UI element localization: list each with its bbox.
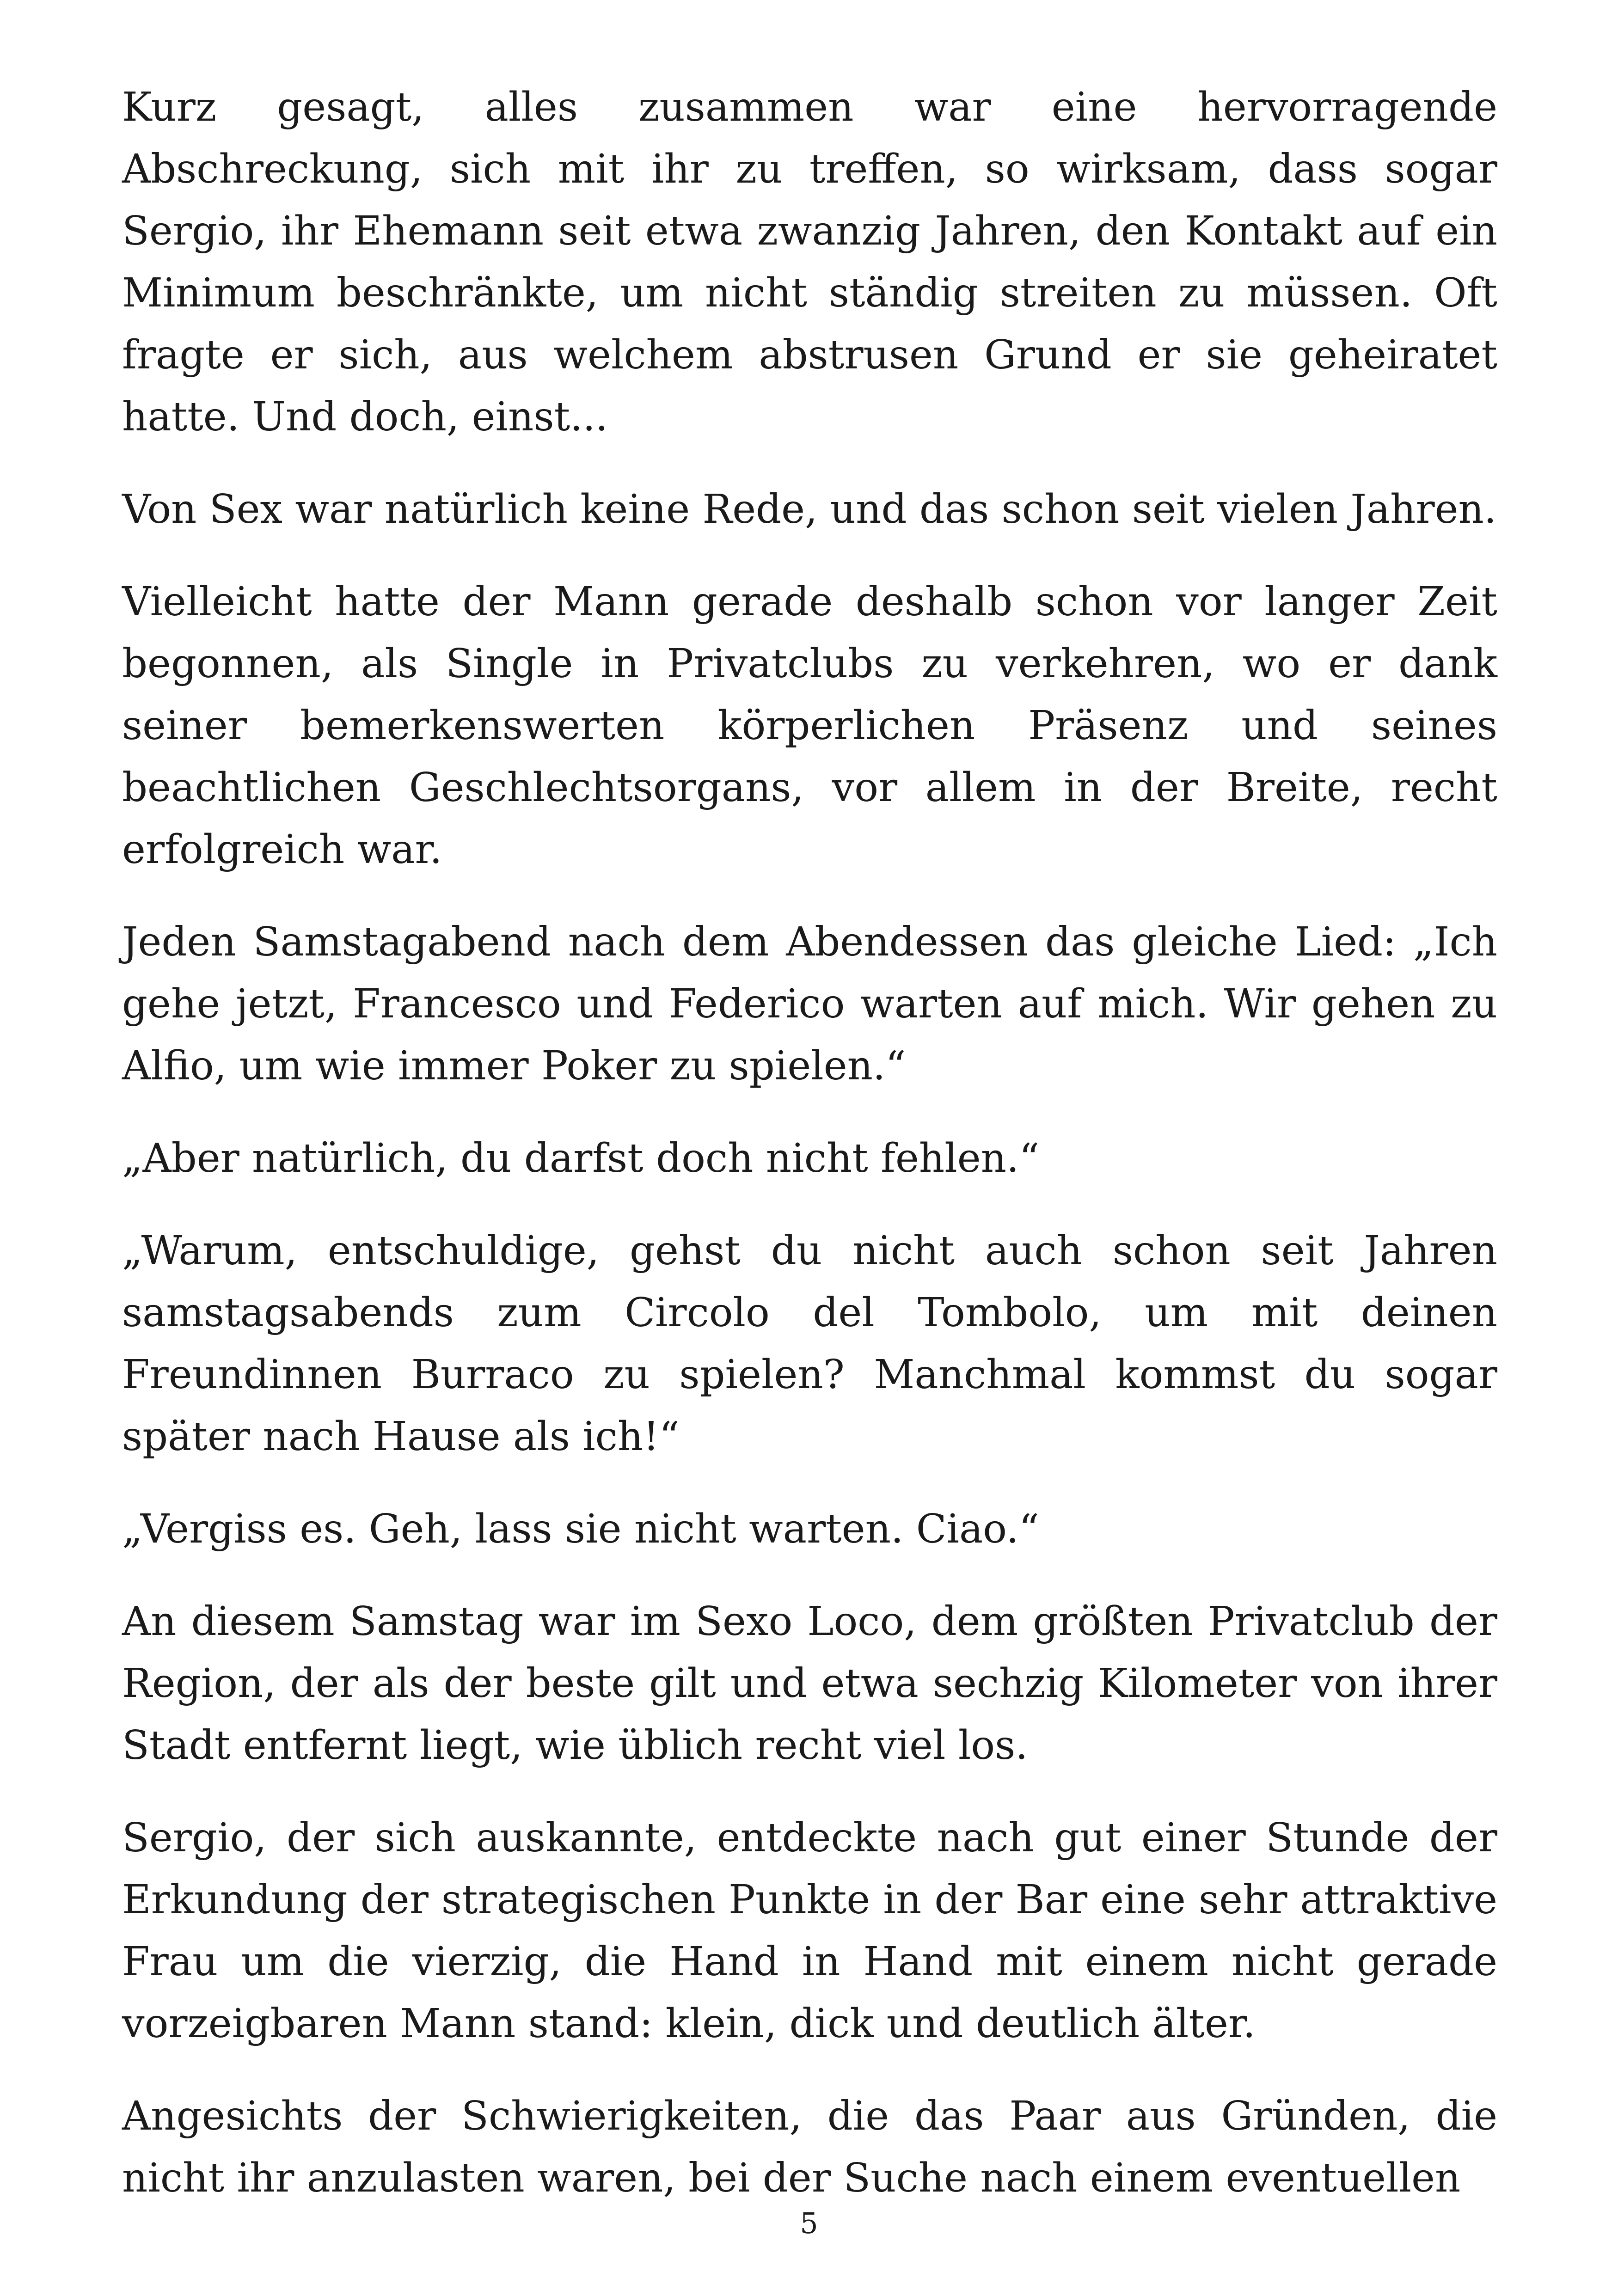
paragraph-3: Vielleicht hatte der Mann gerade deshalb schon vor langer Zeit begonnen, als Single in Privatclubs zu verkehren, wo er dank seiner bemerkenswerten körperlichen Präsenz und seines beachtlichen Geschlechtsorgans, vor allem in der Breite, recht erfolgreich war.	[122, 579, 1497, 873]
page-number: 5	[800, 2206, 818, 2240]
paragraph-2: Von Sex war natürlich keine Rede, und das schon seit vielen Jahren.	[122, 486, 1497, 533]
paragraph-6: „Warum, entschuldige, gehst du nicht auch schon seit Jahren samstagsabends zum Circolo del Tombolo, um mit deinen Freundinnen Burraco zu spielen? Manchmal kommst du sogar später nach Hause als ich!“	[122, 1228, 1497, 1460]
paragraph-8: An diesem Samstag war im Sexo Loco, dem größten Privatclub der Region, der als der beste gilt und etwa sechzig Kilometer von ihrer Stadt entfernt liegt, wie üblich recht viel los.	[122, 1598, 1497, 1769]
paragraph-9: Sergio, der sich auskannte, entdeckte nach gut einer Stunde der Erkundung der strategischen Punkte in der Bar eine sehr attraktive Frau um die vierzig, die Hand in Hand mit einem nicht gerade vorzeigbaren Mann stand: klein, dick und deutlich älter.	[122, 1815, 1497, 2047]
body-text	[122, 76, 1497, 2240]
paragraph-1: Kurz gesagt, alles zusammen war eine hervorragende Abschreckung, sich mit ihr zu treffen, so wirksam, dass sogar Sergio, ihr Ehemann seit etwa zwanzig Jahren, den Kontakt auf ein Minimum beschränkte, um nicht ständig streiten zu müssen. Oft fragte er sich, aus welchem abstrusen Grund er sie geheiratet hatte. Und doch, einst...	[122, 84, 1497, 440]
paragraph-5: „Aber natürlich, du darfst doch nicht fehlen.“	[122, 1135, 1040, 1182]
paragraph-10: Angesichts der Schwierigkeiten, die das Paar aus Gründen, die nicht ihr anzulasten waren, bei der Suche nach einem eventuellen	[122, 2093, 1497, 2201]
paragraph-7: „Vergiss es. Geh, lass sie nicht warten. Ciao.“	[122, 1506, 1039, 1552]
paragraph-4: Jeden Samstagabend nach dem Abendessen das gleiche Lied: „Ich gehe jetzt, Francesco und Federico warten auf mich. Wir gehen zu Alfio, um wie immer Poker zu spielen.“	[122, 919, 1497, 1089]
